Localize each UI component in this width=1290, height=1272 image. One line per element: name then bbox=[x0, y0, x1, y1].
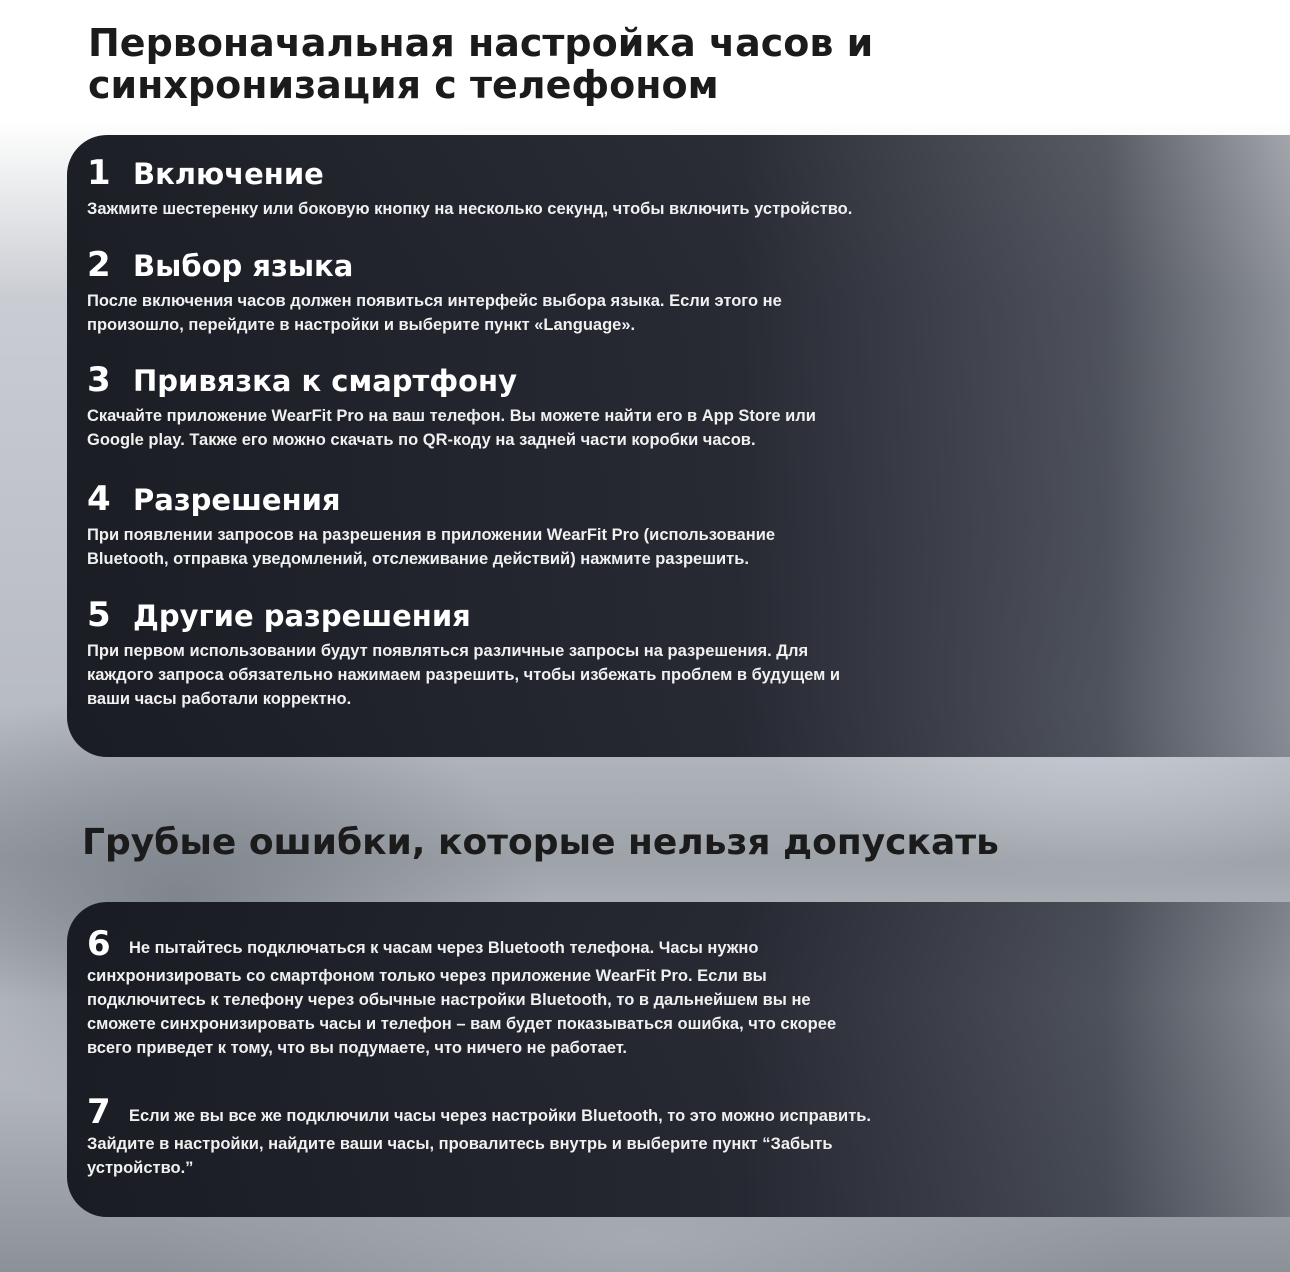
mistakes-panel bbox=[67, 902, 1290, 1217]
page-title-line-1: Первоначальная настройка часов и bbox=[88, 21, 874, 65]
step-description-line: При появлении запросов на разрешения в приложении WearFit Pro (использование bbox=[87, 526, 776, 544]
section-title-mistakes: Грубые ошибки, которые нельзя допускать bbox=[82, 822, 999, 863]
step-description-line: Зажмите шестеренку или боковую кнопку на несколько секунд, чтобы включить устройство. bbox=[87, 200, 853, 218]
step-heading: Включение bbox=[133, 157, 324, 191]
step-description bbox=[87, 639, 1267, 711]
mistake-line: подключитесь к телефону через обычные настройки Bluetooth, то в дальнейшем вы не bbox=[87, 991, 811, 1009]
mistake-7 bbox=[87, 1092, 1277, 1180]
step-description-line: каждого запроса обязательно нажимаем разрешить, чтобы избежать проблем в будущем и bbox=[87, 666, 841, 684]
step-heading: Привязка к смартфону bbox=[133, 364, 517, 398]
mistake-line: Не пытайтесь подключаться к часам через Bluetooth телефона. Часы нужно bbox=[129, 939, 759, 957]
step-description-line: При первом использовании будут появляться различные запросы на разрешения. Для bbox=[87, 642, 809, 660]
page-title bbox=[88, 22, 1188, 106]
step-description-line: Google play. Также его можно скачать по QR-коду на задней части коробки часов. bbox=[87, 431, 756, 449]
page-title-line-2: синхронизация с телефоном bbox=[88, 63, 719, 107]
step-description-line: После включения часов должен появиться интерфейс выбора языка. Если этого не bbox=[87, 292, 782, 310]
mistake-line: Если же вы все же подключили часы через настройки Bluetooth, то это можно исправить. bbox=[129, 1107, 872, 1125]
mistake-6 bbox=[87, 924, 1277, 1060]
step-heading: Разрешения bbox=[133, 483, 341, 517]
setup-steps-panel bbox=[67, 135, 1290, 757]
step-4 bbox=[87, 479, 1267, 571]
step-number: 2 bbox=[87, 245, 111, 285]
mistake-line: синхронизировать со смартфоном только через приложение WearFit Pro. Если вы bbox=[87, 967, 767, 985]
step-description-line: ваши часы работали корректно. bbox=[87, 690, 352, 708]
mistake-line: сможете синхронизировать часы и телефон – вам будет показываться ошибка, что скорее bbox=[87, 1015, 837, 1033]
mistake-number: 7 bbox=[87, 1092, 111, 1132]
step-number: 4 bbox=[87, 479, 111, 519]
step-1 bbox=[87, 153, 1267, 221]
step-heading: Другие разрешения bbox=[133, 599, 471, 633]
mistake-number: 6 bbox=[87, 924, 111, 964]
mistake-line: устройство.” bbox=[87, 1159, 194, 1177]
mistake-line: всего приведет к тому, что вы подумаете, что ничего не работает. bbox=[87, 1039, 627, 1057]
step-5 bbox=[87, 595, 1267, 711]
step-heading: Выбор языка bbox=[133, 249, 354, 283]
step-number: 1 bbox=[87, 153, 111, 193]
mistake-line: Зайдите в настройки, найдите ваши часы, провалитесь внутрь и выберите пункт “Забыть bbox=[87, 1135, 833, 1153]
step-description bbox=[87, 404, 1267, 452]
step-description bbox=[87, 289, 1267, 337]
step-3 bbox=[87, 360, 1267, 452]
step-number: 5 bbox=[87, 595, 111, 635]
step-description-line: Скачайте приложение WearFit Pro на ваш телефон. Вы можете найти его в App Store или bbox=[87, 407, 816, 425]
step-description bbox=[87, 197, 1267, 221]
step-description-line: произошло, перейдите в настройки и выберите пункт «Language». bbox=[87, 316, 636, 334]
step-description bbox=[87, 523, 1267, 571]
step-number: 3 bbox=[87, 360, 111, 400]
step-description-line: Bluetooth, отправка уведомлений, отслеживание действий) нажмите разрешить. bbox=[87, 550, 749, 568]
step-2 bbox=[87, 245, 1267, 337]
